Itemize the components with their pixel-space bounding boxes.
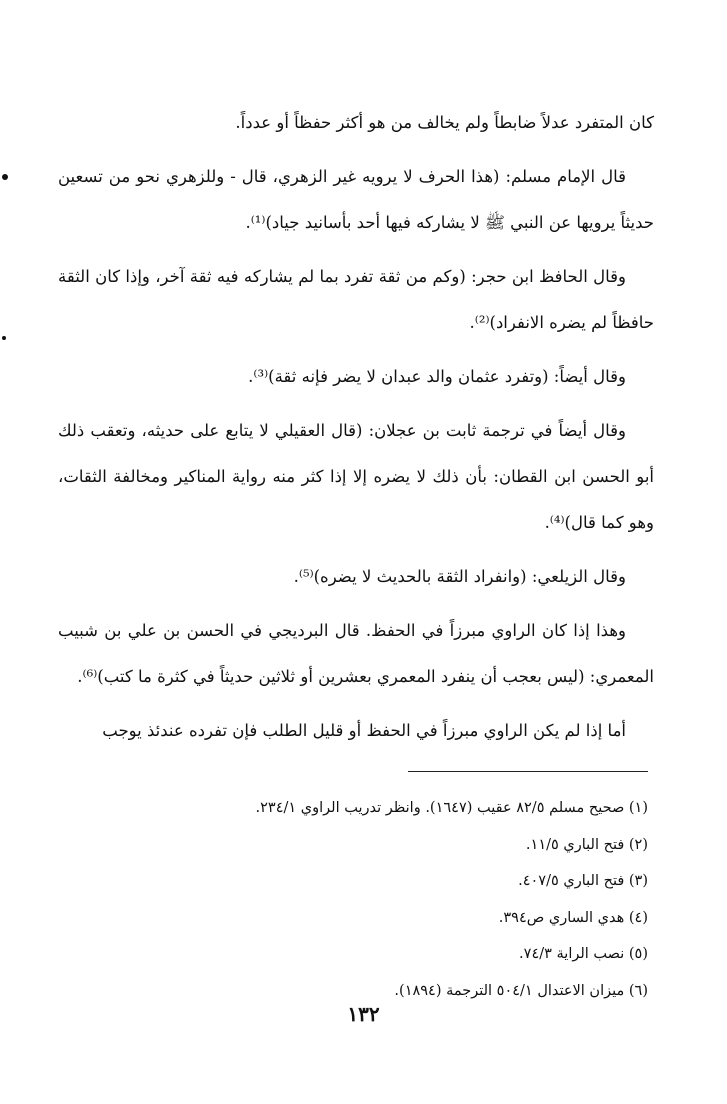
margin-mark [2, 174, 8, 180]
paragraph-1: كان المتفرد عدلاً ضابطاً ولم يخالف من هو أكثر حفظاً أو عدداً. [235, 113, 654, 132]
paragraph-6: وقال الزيلعي: (وانفراد الثقة بالحديث لا يضره)⁽⁵⁾. [293, 567, 626, 586]
margin-mark [2, 336, 6, 340]
footnotes [58, 790, 648, 1009]
paragraph-3: وقال الحافظ ابن حجر: (وكم من ثقة تفرد بما لم يشاركه فيه ثقة آخر، وإذا كان الثقة حافظاً لم يضره الانفراد)⁽²⁾. [58, 267, 654, 332]
paragraph-5: وقال أيضاً في ترجمة ثابت بن عجلان: (قال العقيلي لا يتابع على حديثه، وتعقب ذلك أبو الحسن ابن القطان: بأن ذلك لا يضره إلا إذا كثر منه رواية المناكير ومخالفة الثقات، وهو كما قال)⁽⁴⁾. [58, 421, 654, 532]
footnote-1: (١) صحيح مسلم ٨٢/٥ عقيب (١٦٤٧). وانظر تدريب الراوي ٢٣٤/١. [255, 800, 648, 816]
footnote-divider [408, 771, 648, 772]
paragraph-8: أما إذا لم يكن الراوي مبرزاً في الحفظ أو قليل الطلب فإن تفرده عندئذ يوجب [102, 721, 626, 740]
footnote-4: (٤) هدي الساري ص٣٩٤. [498, 909, 648, 926]
main-text [58, 100, 654, 754]
paragraph-2: قال الإمام مسلم: (هذا الحرف لا يرويه غير الزهري، قال - وللزهري نحو من تسعين حديثاً يرويها عن النبي ﷺ لا يشاركه فيها أحد بأسانيد جياد)⁽¹⁾. [58, 167, 654, 232]
footnote-2: (٢) فتح الباري ١١/٥. [525, 836, 648, 853]
page-number: ١٣٢ [347, 1002, 380, 1026]
footnote-3: (٣) فتح الباري ٤٠٧/٥. [518, 873, 648, 889]
paragraph-7: وهذا إذا كان الراوي مبرزاً في الحفظ. قال البرديجي في الحسن بن علي بن شبيب المعمري: (ليس بعجب أن ينفرد المعمري بعشرين أو ثلاثين حديثاً في كثرة ما كتب)⁽⁶⁾. [58, 621, 654, 686]
footnote-6: (٦) ميزان الاعتدال ٥٠٤/١ الترجمة (١٨٩٤). [394, 982, 648, 999]
paragraph-4: وقال أيضاً: (وتفرد عثمان والد عبدان لا يضر فإنه ثقة)⁽³⁾. [248, 367, 626, 386]
footnote-5: (٥) نصب الراية ٧٤/٣. [519, 946, 648, 962]
